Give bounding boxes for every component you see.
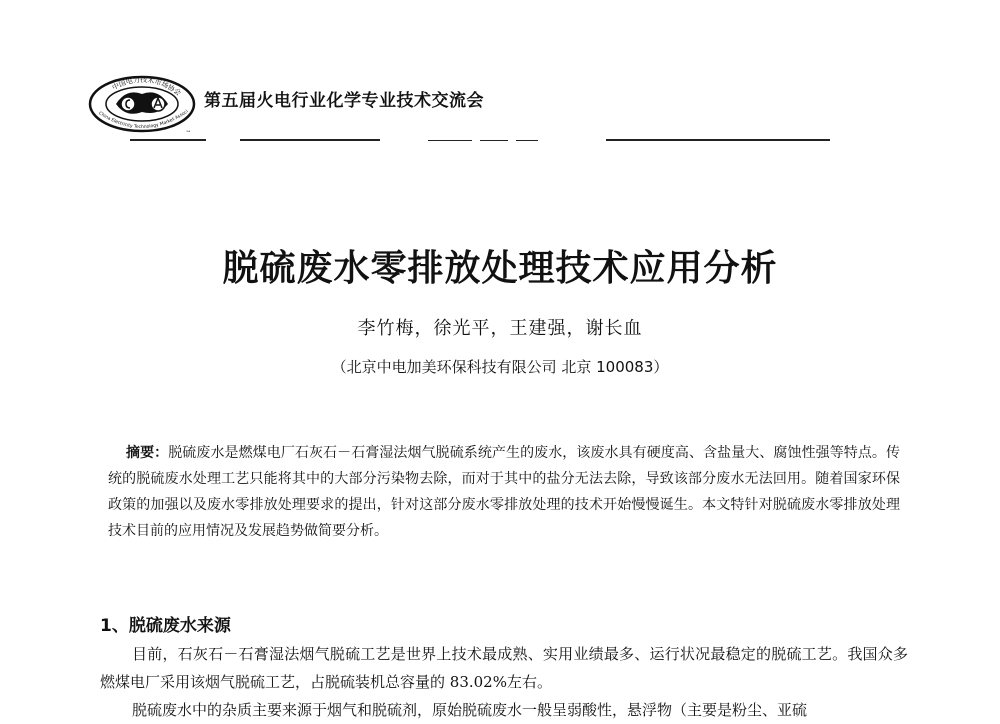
paper-affiliation: （北京中电加美环保科技有限公司 北京 100083） <box>331 358 669 376</box>
conference-name: 第五届火电行业化学专业技术交流会 <box>204 91 484 111</box>
logo-text: 中国电力技术市场协会 <box>110 75 183 98</box>
paragraph: 目前，石灰石－石膏湿法烟气脱硫工艺是世界上技术最成熟、实用业绩最多、运行状况最稳定的脱硫工艺。我国众多燃煤电厂采用该烟气脱硫工艺，占脱硫装机总容量的 83.02%左右。 <box>100 645 908 691</box>
header-rule <box>240 139 380 141</box>
abstract <box>108 440 900 544</box>
association-logo <box>86 70 198 134</box>
abstract-text: 脱硫废水是燃煤电厂石灰石－石膏湿法烟气脱硫系统产生的废水，该废水具有硬度高、含盐量大、腐蚀性强等特点。传统的脱硫废水处理工艺只能将其中的大部分污染物去除，而对于其中的盐分无法去除，导致该部分废水无法回用。随着国家环保政策的加强以及废水零排放处理要求的提出，针对这部分废水零排放处理的技术开始慢慢诞生。本文特针对脱硫废水零排放处理技术目前的应用情况及发展趋势做简要分析。 <box>108 445 901 539</box>
header-rule <box>606 139 830 141</box>
header-rule <box>428 140 472 141</box>
paper-authors: 李竹梅，徐光平，王建强，谢长血 <box>357 318 643 339</box>
abstract-label: 摘要： <box>126 445 169 461</box>
logo-mark: CEA <box>186 131 191 133</box>
section-body <box>100 640 908 724</box>
paragraph: 脱硫废水中的杂质主要来源于烟气和脱硫剂，原始脱硫废水一般呈弱酸性，悬浮物（主要是粉尘、亚硫 <box>132 701 808 719</box>
header-rule <box>130 139 206 141</box>
section-heading: 1、脱硫废水来源 <box>100 616 231 636</box>
paper-title: 脱硫废水零排放处理技术应用分析 <box>222 248 778 289</box>
header-rule <box>480 140 508 141</box>
header-rule <box>516 140 538 141</box>
logo-subtext: China Electricity Technology Market Associ <box>97 109 190 131</box>
